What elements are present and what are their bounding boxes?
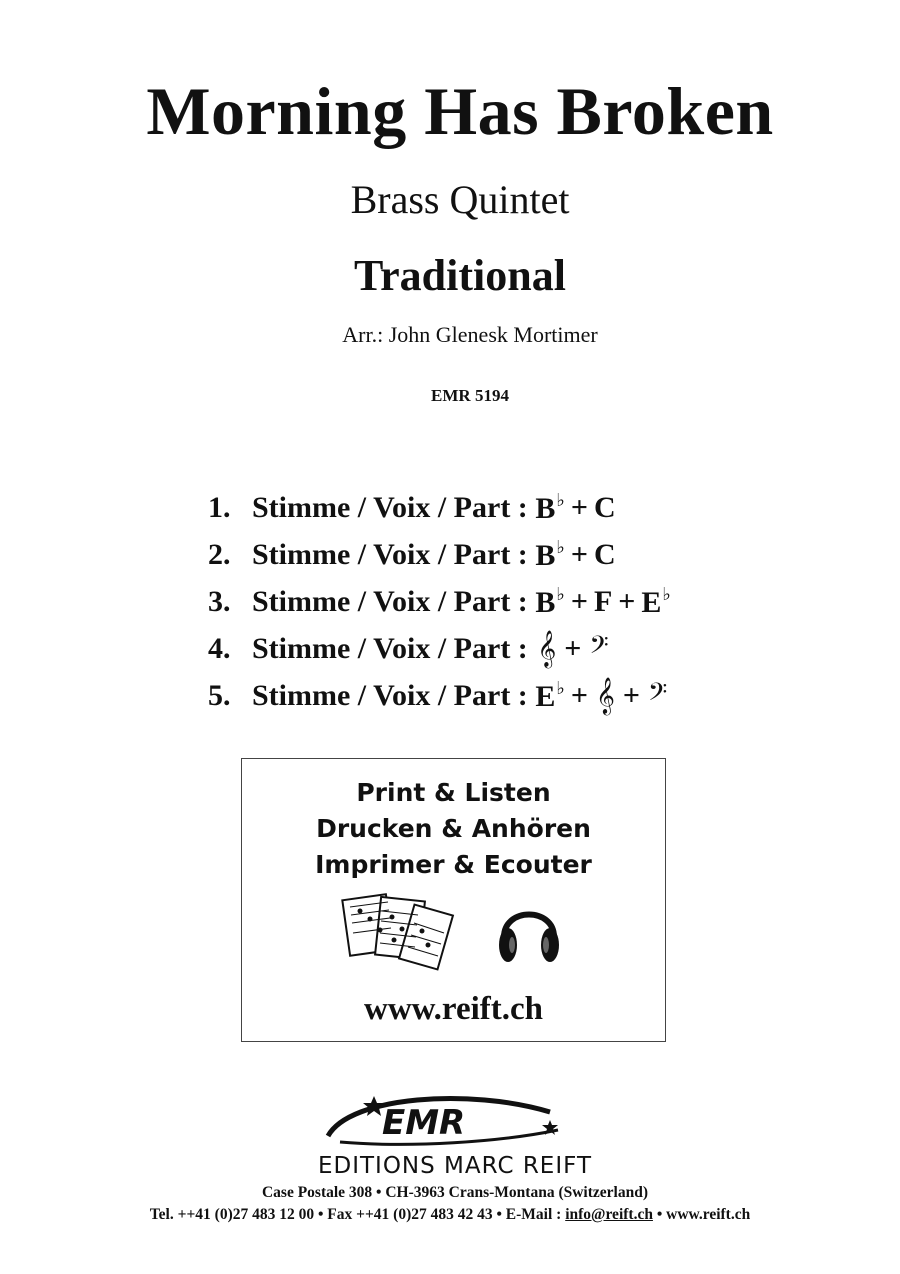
- part-label: Stimme / Voix / Part :: [252, 537, 528, 571]
- plus-sign: +: [564, 631, 582, 665]
- key-e-flat: E♭: [535, 677, 565, 713]
- promo-line-french: Imprimer & Ecouter: [315, 850, 592, 879]
- treble-clef-icon: 𝄞: [537, 629, 557, 667]
- key-c: C: [593, 537, 616, 571]
- part-label: Stimme / Voix / Part :: [252, 584, 528, 618]
- plus-sign: +: [570, 537, 588, 571]
- publisher-name: EDITIONS MARC REIFT: [317, 1153, 593, 1179]
- logo-text: EMR: [382, 1103, 466, 1143]
- plus-sign: +: [570, 584, 588, 618]
- part-label: Stimme / Voix / Part :: [252, 490, 528, 524]
- part-label: Stimme / Voix / Part :: [252, 678, 528, 712]
- publisher-address: Case Postale 308 • CH-3963 Crans-Montana (Switzerland): [261, 1184, 648, 1201]
- part-number: 1.: [208, 490, 231, 524]
- plus-sign: +: [622, 678, 640, 712]
- part-row: [208, 531, 671, 578]
- print-listen-box: [241, 758, 666, 1042]
- promo-line-english: Print & Listen: [356, 778, 551, 807]
- key-c: C: [593, 490, 616, 524]
- contact-phone-fax: Tel. ++41 (0)27 483 12 00 • Fax ++41 (0)27 483 42 43 • E-Mail :: [149, 1206, 566, 1223]
- composer: Traditional: [354, 251, 566, 300]
- part-row: [208, 578, 671, 625]
- ensemble-subtitle: Brass Quintet: [350, 177, 570, 222]
- part-row: [208, 672, 671, 719]
- bass-clef-icon: 𝄢: [589, 631, 609, 666]
- plus-sign: +: [618, 584, 636, 618]
- part-number: 5.: [208, 678, 231, 712]
- publisher-contact: [0, 1206, 900, 1224]
- catalog-number: EMR 5194: [431, 386, 509, 405]
- website-link[interactable]: www.reift.ch: [363, 991, 544, 1027]
- part-number: 3.: [208, 584, 231, 618]
- key-f: F: [593, 584, 613, 618]
- parts-list: [208, 484, 671, 719]
- treble-clef-icon: 𝄞: [595, 676, 615, 714]
- bass-clef-icon: 𝄢: [647, 678, 668, 713]
- sheet-music-icon: [342, 894, 453, 969]
- headphones-icon: [499, 915, 559, 963]
- key-e-flat: E♭: [641, 583, 671, 619]
- key-b-flat: B♭: [535, 583, 565, 619]
- part-number: 2.: [208, 537, 231, 571]
- key-b-flat: B♭: [535, 536, 565, 572]
- emr-logo: [320, 1090, 580, 1150]
- arranger: Arr.: John Glenesk Mortimer: [342, 322, 598, 347]
- plus-sign: +: [570, 678, 588, 712]
- part-number: 4.: [208, 631, 231, 665]
- part-label: Stimme / Voix / Part :: [252, 631, 528, 665]
- piece-title: Morning Has Broken: [146, 73, 774, 149]
- key-b-flat: B♭: [535, 489, 565, 525]
- email-link[interactable]: info@reift.ch: [565, 1206, 653, 1223]
- part-row: [208, 484, 671, 531]
- promo-line-german: Drucken & Anhören: [316, 814, 591, 843]
- contact-website[interactable]: • www.reift.ch: [652, 1206, 751, 1223]
- part-row: [208, 625, 671, 672]
- plus-sign: +: [570, 490, 588, 524]
